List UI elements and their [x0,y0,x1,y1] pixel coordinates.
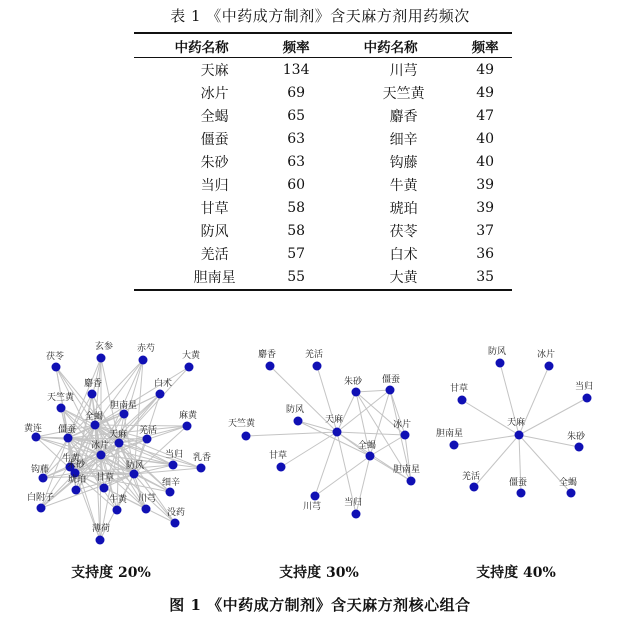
node-label: 牛黄 [109,495,128,505]
frequency-cell: 63 [287,130,306,147]
node-label: 朱砂 [567,432,586,442]
table-row [134,197,512,220]
node-label: 胆南星 [436,429,464,439]
frequency-cell: 36 [476,246,495,263]
herb-name-cell: 麝香 [389,108,418,125]
node-label: 麻黄 [179,411,198,421]
node-label: 川芎 [303,502,322,512]
node-label: 黄连 [24,424,43,434]
node-label: 胆南星 [110,401,138,411]
table-row [134,266,512,290]
node-label: 当归 [575,382,594,392]
network-node [458,396,467,405]
frequency-table [134,32,512,291]
network-node [386,386,395,395]
table-caption: 表 1 《中药成方制剂》含天麻方剂用药频次 [170,7,470,25]
herb-name-cell: 朱砂 [200,154,229,171]
frequency-cell: 69 [287,84,306,101]
herb-name-cell: 天竺黄 [382,85,425,102]
herb-name-cell: 防风 [200,224,229,241]
network-node [450,441,459,450]
herb-name-cell: 川芎 [389,62,418,79]
network-node [197,464,206,473]
herb-name-cell: 琥珀 [389,201,418,218]
node-label: 僵蚕 [509,478,528,488]
herb-name-cell: 细辛 [389,131,418,148]
node-label: 天麻 [507,418,526,428]
table-row [134,58,512,82]
table-row [134,127,512,150]
herb-name-cell: 大黄 [323,266,458,290]
node-label: 僵蚕 [58,425,77,435]
network-node [311,492,320,501]
support-label-30: 支持度 30% [279,565,359,581]
node-label: 大黄 [182,351,201,361]
node-label: 赤芍 [137,344,156,354]
frequency-cell: 49 [476,84,495,101]
network-node [545,362,554,371]
network-edge [356,390,390,392]
network-nodes [436,346,593,498]
network-node [166,488,175,497]
node-label: 甘草 [96,473,115,483]
node-label: 麝香 [84,379,103,389]
network-node [97,354,106,363]
herb-name-cell: 冰片 [200,85,229,102]
node-label: 冰片 [91,441,110,451]
network-node [100,484,109,493]
node-label: 麝香 [258,350,277,360]
herb-name-cell: 羌活 [200,247,229,264]
node-label: 天麻 [325,415,344,425]
network-3 [436,346,593,498]
frequency-cell: 49 [476,61,495,78]
support-label-20: 支持度 20% [71,565,151,581]
node-label: 牛黄 [62,454,81,464]
herb-name-cell: 茯苓 [389,224,418,241]
network-node [333,428,342,437]
node-label: 甘草 [269,451,288,461]
table-row [134,81,512,104]
network-2 [228,348,420,519]
frequency-cell: 40 [476,153,495,170]
network-node [266,362,275,371]
node-label: 玄参 [95,342,114,352]
node-label: 全蝎 [358,441,377,451]
network-node [242,432,251,441]
node-label: 乳香 [193,453,212,463]
node-label: 川芎 [138,494,157,504]
herb-name-cell: 天麻 [200,62,229,79]
node-label: 防风 [488,347,507,357]
frequency-cell: 47 [476,107,495,124]
node-label: 防风 [126,461,145,471]
node-label: 冰片 [393,420,412,430]
frequency-cell: 60 [287,177,306,194]
node-label: 钩藤 [31,465,50,475]
network-node [517,489,526,498]
herb-name-cell: 甘草 [200,201,229,218]
network-edge [519,398,587,435]
network-graphs [0,330,640,560]
table-row [134,243,512,266]
node-label: 羌活 [139,426,158,436]
network-1 [24,340,211,545]
herb-name-cell: 牛黄 [389,178,418,195]
network-node [169,461,178,470]
node-label: 天麻 [109,430,128,440]
frequency-cell: 35 [458,266,512,290]
node-label: 琥珀 [68,475,87,485]
node-label: 白附子 [27,493,55,503]
network-node [352,510,361,519]
node-label: 朱砂 [67,460,86,470]
network-node [139,356,148,365]
table-row [134,104,512,127]
frequency-cell: 58 [287,200,306,217]
node-label: 冰片 [537,350,556,360]
frequency-cell: 63 [287,153,306,170]
frequency-cell: 40 [476,130,495,147]
header-frequency-1: 频率 [269,33,323,58]
node-label: 全蝎 [85,412,104,422]
network-edge [454,435,519,445]
herb-name-cell: 白术 [389,247,418,264]
network-node [313,362,322,371]
support-label-40: 支持度 40% [476,565,556,581]
network-node [185,363,194,372]
network-edge [246,432,337,436]
figure-caption: 图 1 《中药成方制剂》含天麻方剂核心组合 [169,596,471,614]
header-herb-name-2: 中药名称 [323,33,458,58]
network-node [171,519,180,528]
network-node [52,363,61,372]
network-node [57,404,66,413]
network-node [277,463,286,472]
frequency-cell: 55 [269,266,323,290]
network-node [366,452,375,461]
network-node [401,431,410,440]
node-label: 天竺黄 [47,393,75,403]
network-node [470,483,479,492]
network-node [96,536,105,545]
node-label: 茯苓 [46,352,65,362]
frequency-cell: 65 [287,107,306,124]
network-node [72,486,81,495]
network-node [88,390,97,399]
node-label: 羌活 [462,472,481,482]
node-label: 防风 [286,405,305,415]
node-label: 薄荷 [92,524,111,534]
table-row [134,173,512,196]
network-node [97,451,106,460]
herb-name-cell: 僵蚕 [200,131,229,148]
frequency-cell: 58 [287,223,306,240]
network-node [156,390,165,399]
network-edge [337,432,405,435]
herb-name-cell: 钩藤 [389,154,418,171]
network-node [407,477,416,486]
network-node [352,388,361,397]
herb-name-cell: 全蝎 [200,108,229,125]
node-label: 朱砂 [344,377,363,387]
network-node [183,422,192,431]
network-node [142,505,151,514]
herb-name-cell: 胆南星 [134,266,269,290]
frequency-cell: 37 [476,223,495,240]
table-row [134,220,512,243]
herb-name-cell: 当归 [200,178,229,195]
node-label: 没药 [167,508,186,518]
node-label: 当归 [165,450,184,460]
network-node [583,394,592,403]
network-node [37,504,46,513]
frequency-cell: 39 [476,177,495,194]
frequency-cell: 57 [287,246,306,263]
table-header-row [134,33,512,58]
network-edge [75,473,170,492]
node-label: 白术 [154,379,173,389]
node-label: 甘草 [450,384,469,394]
network-edge [281,432,337,467]
node-label: 细辛 [162,478,181,488]
node-label: 天竺黄 [228,419,256,429]
header-herb-name-1: 中药名称 [134,33,269,58]
node-label: 当归 [344,498,363,508]
frequency-cell: 39 [476,200,495,217]
network-node [496,359,505,368]
table-row [134,150,512,173]
network-node [113,506,122,515]
header-frequency-2: 频率 [458,33,512,58]
node-label: 僵蚕 [382,375,401,385]
network-edge [337,392,356,432]
frequency-cell: 134 [282,61,310,78]
node-label: 胆南星 [393,465,421,475]
network-node [567,489,576,498]
network-node [294,417,303,426]
node-label: 羌活 [305,350,324,360]
node-label: 全蝎 [559,478,578,488]
network-node [515,431,524,440]
network-edge [315,432,337,496]
network-node [575,443,584,452]
